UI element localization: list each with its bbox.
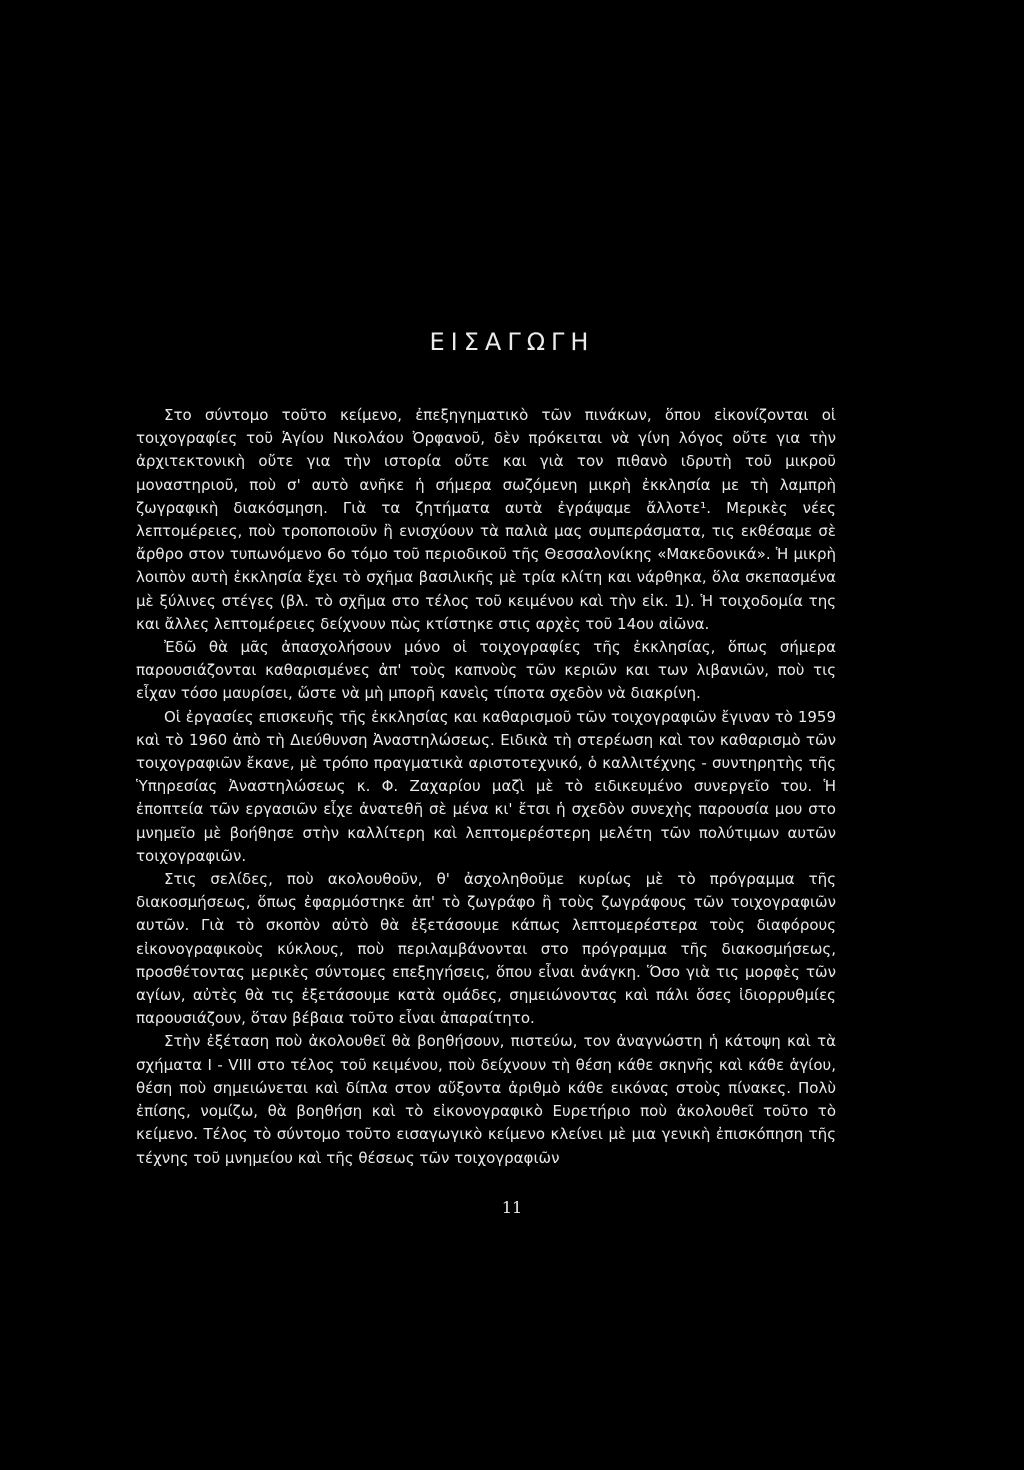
paragraph: Στις σελίδες, ποὺ ακολουθοῦν, θ' ἀσχοληθοῦμε κυρίως μὲ τὸ πρόγραμμα τῆς διακοσμήσεως, ὅπως ἐφαρμόστηκε ἀπ' τὸ ζωγράφο ἢ τοὺς ζωγράφους τῶν τοιχογραφιῶν αυτῶν. Γιὰ τὸ σκοπὸν αὐτὸ θὰ ἐξετάσουμε κάπως λεπτομερέστερα τοὺς διαφόρους εἰκονογραφικοὺς κύκλους, ποὺ περιλαμβάνονται στο πρόγραμμα τῆς διακοσμήσεως, προσθέτοντας μερικὲς σύντομες επεξηγήσεις, ὅπου εἶναι ἀνάγκη. Ὅσο γιὰ τις μορφὲς τῶν αγίων, αὐτὲς θὰ τις ἐξετάσουμε κατὰ ομάδες, σημειώνοντας καὶ πάλι ὅσες ἰδιορρυθμίες παρουσιάζουν, ὅταν βέβαια τοῦτο εἶναι ἀπαραίτητο. [136,870,836,1028]
paragraph: Στὴν ἐξέταση ποὺ ἀκολουθεῖ θὰ βοηθήσουν, πιστεύω, τον ἀναγνώστη ἡ κάτοψη καὶ τὰ σχήματα I - VIII στο τέλος τοῦ κειμένου, ποὺ δείχνουν τὴ θέση κάθε σκηνῆς καὶ κάθε ἁγίου, θέση ποὺ σημειώνεται καὶ δίπλα στον αὔξοντα ἀριθμὸ κάθε εικόνας στοὺς πίνακες. Πολὺ ἐπίσης, νομίζω, θὰ βοηθήση καὶ τὸ εἰκονογραφικὸ Ευρετήριο ποὺ ἀκολουθεῖ τοῦτο τὸ κείμενο. Τέλος τὸ σύντομο τοῦτο εισαγωγικὸ κείμενο κλείνει μὲ μια γενικὴ ἐπισκόπηση τῆς τέχνης τοῦ μνημείου καὶ τῆς θέσεως τῶν τοιχογραφιῶν [136,1032,836,1167]
paragraph: Ἐδῶ θὰ μᾶς ἀπασχολήσουν μόνο οἱ τοιχογραφίες τῆς ἐκκλησίας, ὅπως σήμερα παρουσιάζονται καθαρισμένες ἀπ' τοὺς καπνοὺς τῶν κεριῶν και των λιβανιῶν, ποὺ τις εἶχαν τόσο μαυρίσει, ὥστε νὰ μὴ μπορῆ κανεὶς τίποτα σχεδὸν νὰ διακρίνη. [136,638,836,703]
paragraph: Στο σύντομο τοῦτο κείμενο, ἐπεξηγηματικὸ τῶν πινάκων, ὅπου εἰκονίζονται οἱ τοιχογραφίες τοῦ Ἁγίου Νικολάου Ὀρφανοῦ, δὲν πρόκειται νὰ γίνη λόγος οὔτε για τὴν ἀρχιτεκτονικὴ οὔτε για τὴν ιστορία οὔτε και γιὰ τον πιθανὸ ιδρυτὴ τοῦ μικροῦ μοναστηριοῦ, ποὺ σ' αυτὸ ανῆκε ἡ σήμερα σωζόμενη μικρὴ ἐκκλησία με τὴ λαμπρὴ ζωγραφικὴ διακόσμηση. Γιὰ τα ζητήματα αυτὰ ἐγράψαμε ἄλλοτε¹. Μερικὲς νέες λεπτομέρειες, ποὺ τροποποιοῦν ἢ ενισχύουν τὰ παλιὰ μας συμπεράσματα, τις εκθέσαμε σὲ ἄρθρο στον τυπωνόμενο 6ο τόμο τοῦ περιοδικοῦ τῆς Θεσσαλονίκης «Μακεδονικά». Ἡ μικρὴ λοιπὸν αυτὴ ἐκκλησία ἔχει τὸ σχῆμα βασιλικῆς μὲ τρία κλίτη και νάρθηκα, ὅλα σκεπασμένα μὲ ξύλινες στέγες (βλ. τὸ σχῆμα στο τέλος τοῦ κειμένου καὶ τὴν εἰκ. 1). Ἡ τοιχοδομία της και ἄλλες λεπτομέρειες δείχνουν πὼς κτίστηκε στις αρχὲς τοῦ 14ου αἰῶνα. [136,406,836,633]
page-number: 11 [501,1198,523,1217]
paragraph: Οἱ ἐργασίες επισκευῆς τῆς ἐκκλησίας και καθαρισμοῦ τῶν τοιχογραφιῶν ἔγιναν τὸ 1959 καὶ τὸ 1960 ἀπὸ τὴ Διεύθυνση Ἀναστηλώσεως. Ειδικὰ τὴ στερέωση καὶ τον καθαρισμὸ τῶν τοιχογραφιῶν ἔκανε, μὲ τρόπο πραγματικὰ αριστοτεχνικό, ὁ καλλιτέχνης - συντηρητὴς τῆς Ὑπηρεσίας Ἀναστηλώσεως κ. Φ. Ζαχαρίου μαζὶ μὲ τὸ ειδικευμένο συνεργεῖο του. Ἡ ἐποπτεία τῶν εργασιῶν εἶχε ἀνατεθῆ σὲ μένα κι' ἔτσι ἡ σχεδὸν συνεχὴς παρουσία μου στο μνημεῖο μὲ βοήθησε στὴν καλλίτερη καὶ λεπτομερέστερη μελέτη τῶν πολύτιμων αυτῶν τοιχογραφιῶν. [136,707,836,865]
body-text [136,404,836,1170]
page-title: ΕΙΣΑΓΩΓΗ [429,328,595,356]
